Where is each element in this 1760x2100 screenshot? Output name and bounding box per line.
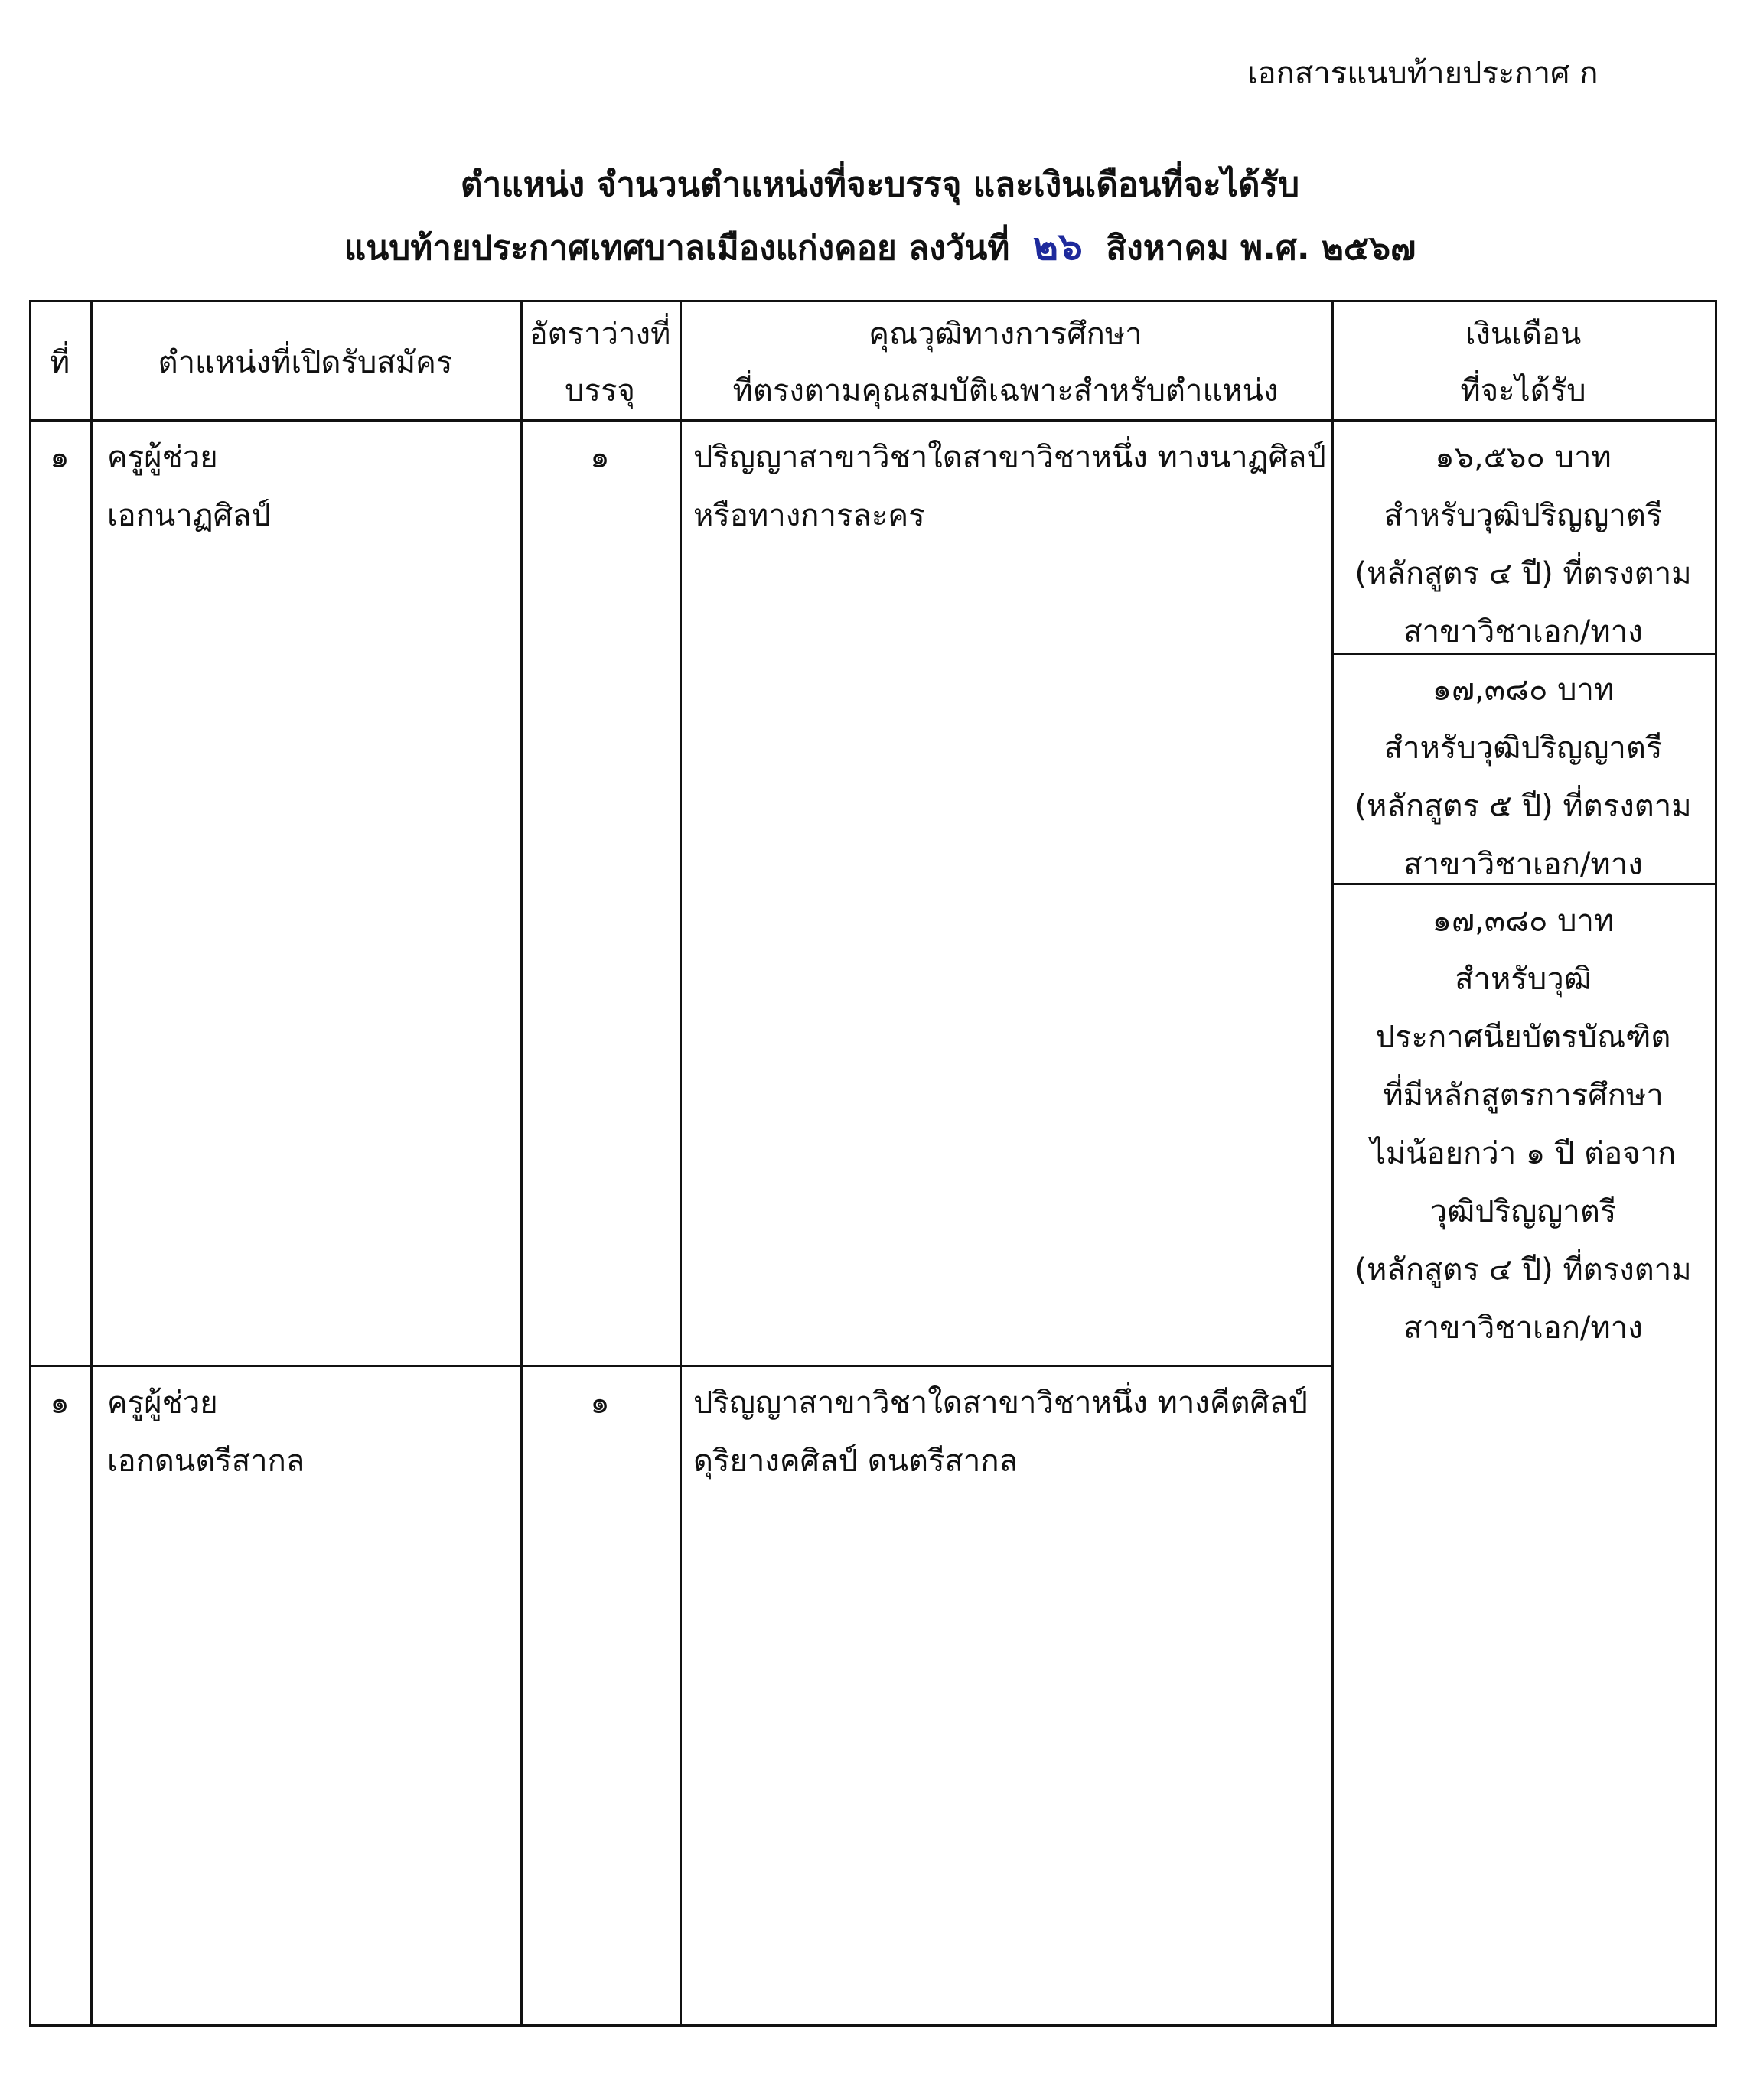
header-vacancy-line2: บรรจุ [565, 373, 635, 409]
title-prefix: แนบท้ายประกาศเทศบาลเมืองแก่งคอย ลงวันที่ [344, 229, 1010, 268]
salary-text: (หลักสูตร ๔ ปี) ที่ตรงตาม [1354, 1252, 1692, 1288]
document-title-line2 [0, 222, 1760, 273]
row-no: ๑ [50, 1385, 70, 1421]
salary-text: สาขาวิชาเอก/ทาง [1403, 847, 1643, 882]
salary-text: สำหรับวุฒิปริญญาตรี [1384, 731, 1663, 766]
row-no: ๑ [50, 440, 70, 475]
salary-amount: ๑๗,๓๘๐ บาท [1432, 672, 1615, 708]
header-qualification-line1: คุณวุฒิทางการศึกษา [869, 317, 1142, 352]
salary-text: สำหรับวุฒิปริญญาตรี [1384, 498, 1663, 533]
salary-text: (หลักสูตร ๕ ปี) ที่ตรงตาม [1354, 789, 1692, 824]
row-qualification-line2: ดุริยางคศิลป์ ดนตรีสากล [693, 1444, 1019, 1479]
title-suffix: สิงหาคม พ.ศ. ๒๕๖๗ [1106, 229, 1416, 268]
header-no: ที่ [49, 345, 70, 380]
row-position-line1: ครูผู้ช่วย [107, 1385, 218, 1421]
row-position-line1: ครูผู้ช่วย [107, 440, 218, 475]
header-vacancy-line1: อัตราว่างที่ [529, 317, 671, 352]
header-qualification-line2: ที่ตรงตามคุณสมบัติเฉพาะสำหรับตำแหน่ง [732, 373, 1279, 409]
row-qualification-line1: ปริญญาสาขาวิชาใดสาขาวิชาหนึ่ง ทางคีตศิลป์ [693, 1385, 1308, 1421]
salary-text: ไม่น้อยกว่า ๑ ปี ต่อจาก [1370, 1136, 1677, 1171]
salary-text: วุฒิปริญญาตรี [1429, 1194, 1617, 1229]
row-position-line2: เอกนาฏศิลป์ [107, 498, 271, 533]
salary-text: (หลักสูตร ๔ ปี) ที่ตรงตาม [1354, 556, 1692, 591]
header-position: ตำแหน่งที่เปิดรับสมัคร [158, 345, 453, 380]
document-title-line1: ตำแหน่ง จำนวนตำแหน่งที่จะบรรจุ และเงินเดือนที่จะได้รับ [460, 165, 1300, 204]
header-salary-line1: เงินเดือน [1465, 317, 1582, 352]
salary-text: สาขาวิชาเอก/ทาง [1403, 614, 1643, 650]
header-salary-line2: ที่จะได้รับ [1460, 373, 1586, 409]
salary-text: สาขาวิชาเอก/ทาง [1403, 1310, 1643, 1346]
row-vacancy: ๑ [590, 1385, 610, 1421]
salary-text: ประกาศนียบัตรบัณฑิต [1375, 1020, 1671, 1055]
salary-text: สำหรับวุฒิ [1455, 962, 1592, 997]
salary-amount: ๑๖,๕๖๐ บาท [1435, 440, 1612, 475]
row-position-line2: เอกดนตรีสากล [107, 1444, 305, 1479]
salary-text: ที่มีหลักสูตรการศึกษา [1383, 1078, 1664, 1113]
row-qualification-line1: ปริญญาสาขาวิชาใดสาขาวิชาหนึ่ง ทางนาฏศิลป์ [693, 440, 1326, 475]
row-vacancy: ๑ [590, 440, 610, 475]
title-day: ๒๖ [1033, 224, 1083, 269]
row-qualification-line2: หรือทางการละคร [693, 498, 925, 533]
document-reference: เอกสารแนบท้ายประกาศ ก [1247, 56, 1599, 91]
salary-amount: ๑๗,๓๘๐ บาท [1432, 903, 1615, 939]
